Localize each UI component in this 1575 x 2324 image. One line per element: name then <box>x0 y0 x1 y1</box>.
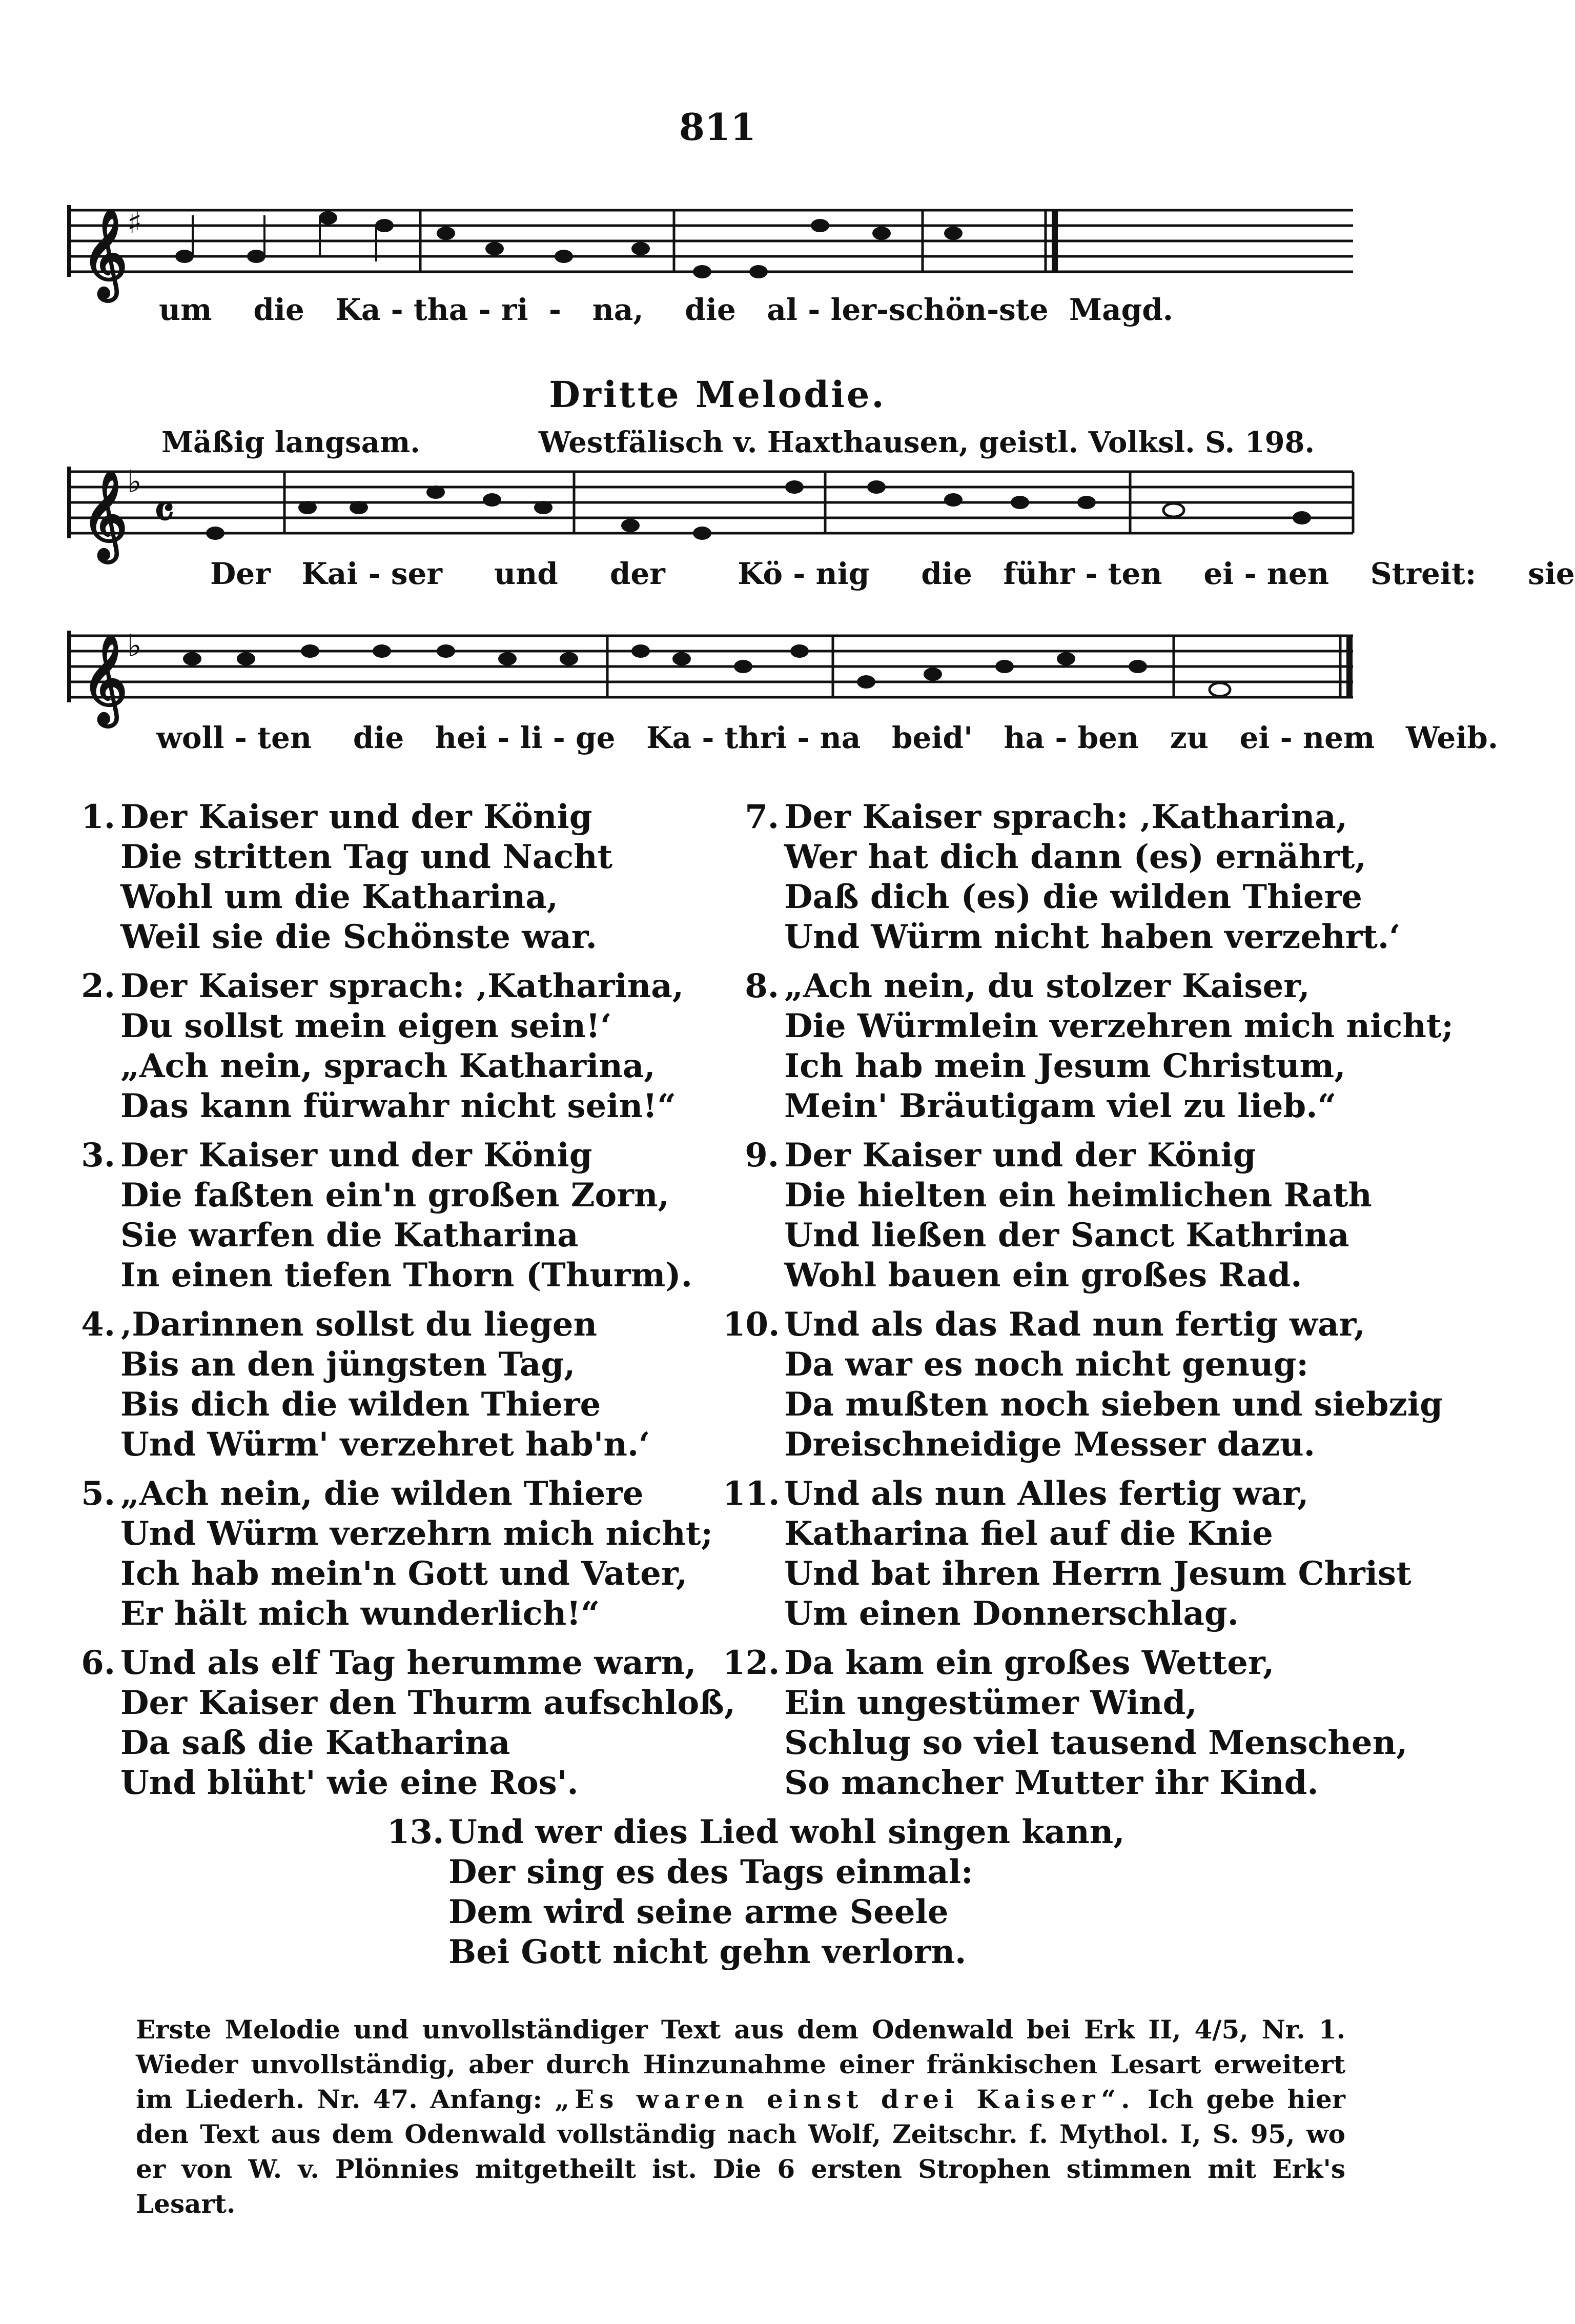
footnote-text-2: Ich gebe hier den Text aus dem Odenwald vollständig nach Wolf, Zeitschr. f. Mythol. I, S. 95, wo er von W. v. Plönnies mitgetheilt ist. Die 6 ersten Strophen stimmen mit Erk's Lesart. <box>136 2084 1345 2219</box>
staff-3 <box>69 631 1353 702</box>
section-heading: Dritte Melodie. <box>549 373 886 416</box>
footnote <box>136 2012 1345 2221</box>
svg-text:𝄴: 𝄴 <box>154 485 175 539</box>
verse-9: 9. Der Kaiser und der König Die hielten ein heimlichen Rath Und ließen der Sanct Kathrina Wohl bauen ein großes Rad. <box>745 1136 1372 1295</box>
lyrics-system-2: Der Kai - ser und der Kö - nig die führ - ten ei - nen Streit: sie <box>210 556 1575 591</box>
staff-2 <box>69 467 1353 538</box>
treble-clef-1: 𝄞 <box>82 208 128 298</box>
verse-5: 5. „Ach nein, die wilden Thiere Und Würm verzehrn mich nicht; Ich hab mein'n Gott und Vater, Er hält mich wunderlich!“ <box>81 1474 713 1633</box>
staff-1 <box>69 205 1353 277</box>
svg-text:♭: ♭ <box>127 628 142 664</box>
verse-7: 7. Der Kaiser sprach: ‚Katharina, Wer hat dich dann (es) ernährt, Daß dich (es) die wilden Thiere Und Würm nicht haben verzehrt.‘ <box>745 798 1401 956</box>
verse-13: 13. Und wer dies Lied wohl singen kann, Der sing es des Tags einmal: Dem wird seine arme Seele Bei Gott nicht gehn verlorn. <box>387 1813 1125 1971</box>
svg-text:♭: ♭ <box>127 464 142 500</box>
verse-6: 6. Und als elf Tag herumme warn, Der Kaiser den Thurm aufschloß, Da saß die Katharina Und blüht' wie eine Ros'. <box>81 1644 736 1802</box>
footnote-incipit: „Es waren einst drei Kaiser“. <box>555 2084 1135 2114</box>
verse-3: 3. Der Kaiser und der König Die faßten ein'n großen Zorn, Sie warfen die Katharina In einen tiefen Thorn (Thurm). <box>81 1136 692 1295</box>
source-citation: Westfälisch v. Haxthausen, geistl. Volksl. S. 198. <box>538 426 1315 459</box>
verse-2: 2. Der Kaiser sprach: ‚Katharina, Du sollst mein eigen sein!‘ „Ach nein, sprach Katharina, Das kann fürwahr nicht sein!“ <box>81 967 684 1125</box>
tempo-marking: Mäßig langsam. <box>161 426 420 459</box>
svg-text:♯: ♯ <box>127 205 142 241</box>
verse-4: 4. ‚Darinnen sollst du liegen Bis an den jüngsten Tag, Bis dich die wilden Thiere Und Würm' verzehret hab'n.‘ <box>81 1305 650 1464</box>
verse-11: 11. Und als nun Alles fertig war, Katharina fiel auf die Knie Und bat ihren Herrn Jesum Christ Um einen Donnerschlag. <box>723 1474 1412 1633</box>
footnote-text-1: Erste Melodie und unvollständiger Text aus dem Odenwald bei Erk II, 4/5, Nr. 1. Wieder unvollständig, aber durch Hinzunahme einer fränkischen Lesart erweitert im Liederh. Nr. 47. Anfang: <box>136 2014 1345 2114</box>
verse-10: 10. Und als das Rad nun fertig war, Da war es noch nicht genug: Da mußten noch sieben und siebzig Dreischneidige Messer dazu. <box>723 1305 1443 1464</box>
lyrics-system-3: woll - ten die hei - li - ge Ka - thri - na beid' ha - ben zu ei - nem Weib. <box>156 720 1499 755</box>
verse-8: 8. „Ach nein, du stolzer Kaiser, Die Würmlein verzehren mich nicht; Ich hab mein Jesum Christum, Mein' Bräutigam viel zu lieb.“ <box>745 967 1454 1125</box>
treble-clef-2: 𝄞 <box>82 469 128 559</box>
page-number: 811 <box>679 105 756 149</box>
verse-12: 12. Da kam ein großes Wetter, Ein ungestümer Wind, Schlug so viel tausend Menschen, So mancher Mutter ihr Kind. <box>723 1644 1408 1802</box>
treble-clef-3: 𝄞 <box>82 633 128 723</box>
verse-1: 1. Der Kaiser und der König Die stritten Tag und Nacht Wohl um die Katharina, Weil sie die Schönste war. <box>81 798 613 956</box>
lyrics-system-1: um die Ka - tha - ri - na, die al - ler-schön-ste Magd. <box>159 292 1173 327</box>
